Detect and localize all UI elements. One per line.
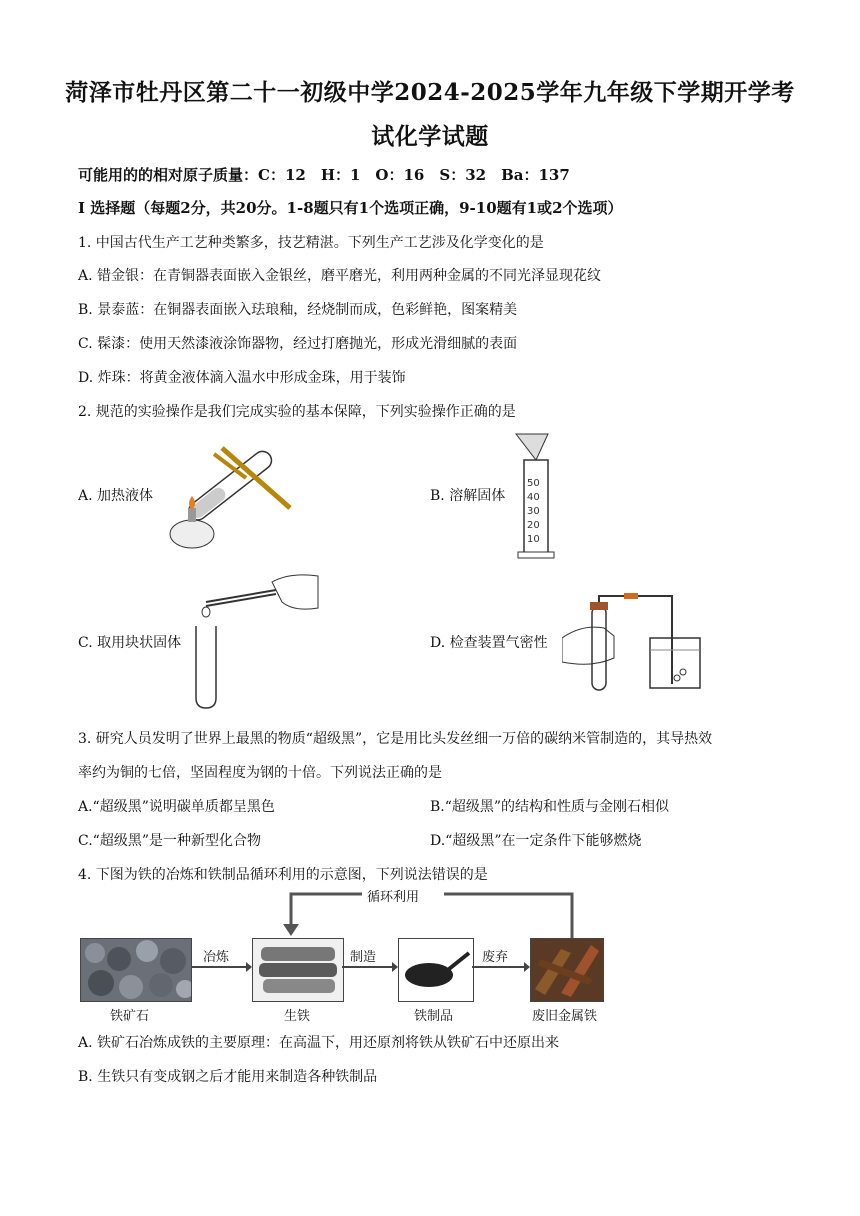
q1-option-d: D. 炸珠：将黄金液体滴入温水中形成金珠，用于装饰: [78, 370, 406, 386]
q3-option-d: D.“超级黑”在一定条件下能够燃烧: [430, 833, 642, 849]
q4-option-a: A. 铁矿石冶炼成铁的主要原理：在高温下，用还原剂将铁从铁矿石中还原出来: [78, 1035, 560, 1051]
measuring-cylinder-figure: [508, 430, 568, 562]
q2-option-d: D. 检查装置气密性: [430, 635, 548, 651]
node-label-pig-iron: 生铁: [284, 1009, 311, 1024]
tick-40: 40: [527, 492, 540, 503]
page-title-line2: 试化学试题: [371, 123, 489, 150]
q2-option-b: B. 溶解固体: [430, 488, 506, 504]
q3-option-b: B.“超级黑”的结构和性质与金刚石相似: [430, 799, 670, 815]
arrow-label-discard: 废弃: [482, 950, 509, 965]
tick-20: 20: [527, 520, 540, 531]
page-title: 菏泽市牡丹区第二十一初级中学2024-2025学年九年级下学期开学考: [65, 79, 795, 106]
iron-ore-image: [80, 938, 192, 1002]
node-label-ore: 铁矿石: [110, 1009, 150, 1024]
q3-option-a: A.“超级黑”说明碳单质都呈黑色: [78, 799, 275, 815]
q1-option-a: A. 错金银：在青铜器表面嵌入金银丝，磨平磨光，利用两种金属的不同光泽显现花纹: [78, 268, 602, 284]
q2-option-a: A. 加热液体: [78, 488, 154, 504]
tick-50: 50: [527, 478, 540, 489]
section-heading: I 选择题（每题2分，共20分。1-8题只有1个选项正确，9-10题有1或2个选项）: [78, 199, 623, 217]
atomic-mass-note: 可能用的的相对原子质量：C：12 H：1 O：16 S：32 Ba：137: [78, 166, 570, 184]
q4-option-b: B. 生铁只有变成钢之后才能用来制造各种铁制品: [78, 1069, 378, 1085]
q3-option-c: C.“超级黑”是一种新型化合物: [78, 833, 261, 849]
node-label-scrap: 废旧金属铁: [532, 1009, 598, 1024]
flow-loop-label: 循环利用: [367, 890, 420, 905]
q1-option-c: C. 髹漆：使用天然漆液涂饰器物，经过打磨抛光，形成光滑细腻的表面: [78, 336, 518, 352]
q2-stem: 2. 规范的实验操作是我们完成实验的基本保障，下列实验操作正确的是: [78, 404, 516, 420]
q3-stem-line2: 率约为铜的七倍，坚固程度为钢的十倍。下列说法正确的是: [78, 765, 442, 781]
q4-stem: 4. 下图为铁的冶炼和铁制品循环利用的示意图，下列说法错误的是: [78, 867, 488, 883]
solid-sampling-figure: [190, 568, 322, 710]
q1-stem: 1. 中国古代生产工艺种类繁多，技艺精湛。下列生产工艺涉及化学变化的是: [78, 235, 544, 251]
arrow-label-smelt: 冶炼: [203, 950, 230, 965]
q2-option-c: C. 取用块状固体: [78, 635, 182, 651]
heating-liquid-figure: [162, 438, 292, 554]
node-label-product: 铁制品: [414, 1009, 454, 1024]
q1-option-b: B. 景泰蓝：在铜器表面嵌入珐琅釉，经烧制而成，色彩鲜艳，图案精美: [78, 302, 518, 318]
tick-10: 10: [527, 534, 540, 545]
recycle-loop-arrow: [78, 884, 608, 940]
scrap-iron-image: [530, 938, 604, 1002]
arrow-label-make: 制造: [350, 950, 377, 965]
airtightness-check-figure: [562, 588, 710, 692]
tick-30: 30: [527, 506, 540, 517]
q3-stem-line1: 3. 研究人员发明了世界上最黑的物质“超级黑”，它是用比头发丝细一万倍的碳纳米管制造的，其导热效: [78, 731, 713, 747]
